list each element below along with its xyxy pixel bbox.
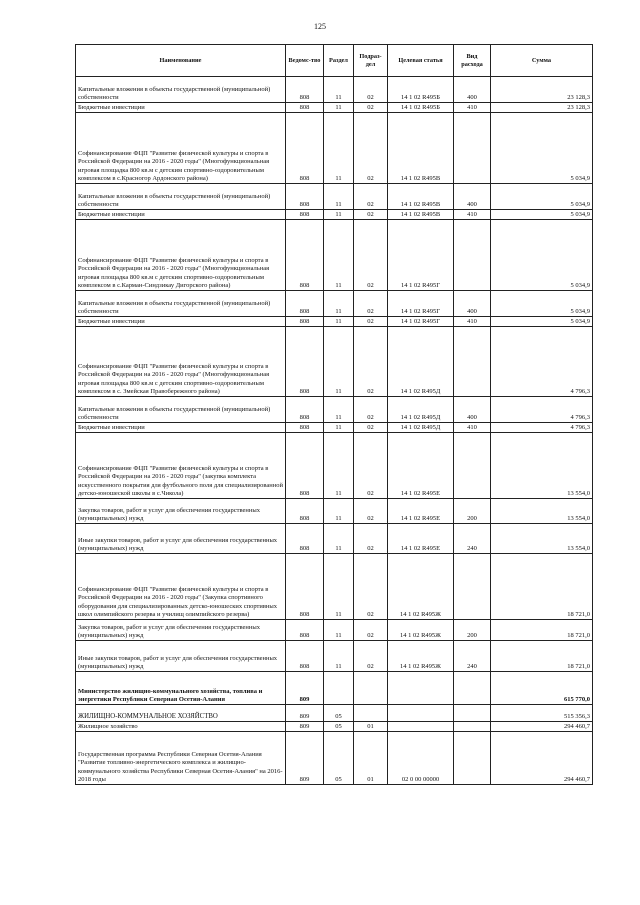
row-name: Капитальные вложения в объекты государственной (муниципальной) собственности	[76, 77, 286, 103]
row-section: 11	[324, 184, 354, 210]
table-row	[76, 524, 593, 554]
row-dept: 808	[286, 103, 324, 113]
row-dept: 808	[286, 620, 324, 641]
row-target: 14 1 02 R495Д	[388, 423, 454, 433]
row-amount: 294 460,7	[491, 732, 593, 785]
row-expense-type	[454, 220, 491, 291]
row-expense-type	[454, 722, 491, 732]
row-dept: 808	[286, 499, 324, 524]
row-section	[324, 672, 354, 705]
row-amount: 5 034,9	[491, 220, 593, 291]
row-target: 14 1 02 R495Ж	[388, 641, 454, 672]
row-amount: 5 034,9	[491, 291, 593, 317]
row-dept: 809	[286, 705, 324, 722]
row-subsection: 02	[354, 499, 388, 524]
row-expense-type: 400	[454, 291, 491, 317]
row-expense-type	[454, 433, 491, 499]
row-amount: 4 796,3	[491, 327, 593, 397]
row-section: 11	[324, 317, 354, 327]
row-amount: 23 128,3	[491, 77, 593, 103]
row-expense-type: 240	[454, 641, 491, 672]
row-section: 05	[324, 722, 354, 732]
row-target: 14 1 02 R495Б	[388, 103, 454, 113]
header-section: Раздел	[324, 45, 354, 77]
row-subsection: 02	[354, 77, 388, 103]
row-amount: 615 770,0	[491, 672, 593, 705]
row-target: 14 1 02 R495Ж	[388, 554, 454, 620]
row-name: Иные закупки товаров, работ и услуг для обеспечения государственных (муниципальных) нужд	[76, 524, 286, 554]
row-expense-type: 410	[454, 210, 491, 220]
row-expense-type: 200	[454, 620, 491, 641]
table-row	[76, 705, 593, 722]
row-amount: 18 721,0	[491, 554, 593, 620]
header-expense-type: Вид расхода	[454, 45, 491, 77]
row-section: 05	[324, 732, 354, 785]
row-section: 11	[324, 499, 354, 524]
row-expense-type: 200	[454, 499, 491, 524]
row-subsection: 02	[354, 554, 388, 620]
row-target: 14 1 02 R495Г	[388, 317, 454, 327]
row-target: 14 1 02 R495Е	[388, 433, 454, 499]
table-row	[76, 113, 593, 184]
row-section: 11	[324, 77, 354, 103]
row-name: Софинансирование ФЦП "Развитие физической культуры и спорта в Российской Федерации на 2016 - 2020 годы" (Многофункциональная игровая площадка 800 кв.м с детским спортивно-оздоровительным комплексом в с. Змейская Правобережного района)	[76, 327, 286, 397]
header-subsection: Подраз-дел	[354, 45, 388, 77]
row-target: 14 1 02 R495Б	[388, 77, 454, 103]
row-target: 14 1 02 R495Г	[388, 291, 454, 317]
row-dept: 808	[286, 184, 324, 210]
row-name: Закупка товаров, работ и услуг для обеспечения государственных (муниципальных) нужд	[76, 620, 286, 641]
row-dept: 808	[286, 210, 324, 220]
row-name: Капитальные вложения в объекты государственной (муниципальной) собственности	[76, 184, 286, 210]
table-row	[76, 103, 593, 113]
row-dept: 808	[286, 317, 324, 327]
row-name: ЖИЛИЩНО-КОММУНАЛЬНОЕ ХОЗЯЙСТВО	[76, 705, 286, 722]
row-name: Бюджетные инвестиции	[76, 210, 286, 220]
row-amount: 13 554,0	[491, 433, 593, 499]
table-row	[76, 317, 593, 327]
row-expense-type	[454, 705, 491, 722]
table-row	[76, 220, 593, 291]
row-subsection: 01	[354, 732, 388, 785]
row-target: 14 1 02 R495Г	[388, 220, 454, 291]
table-header-row	[76, 45, 593, 77]
table-row	[76, 327, 593, 397]
row-name: Софинансирование ФЦП "Развитие физической культуры и спорта в Российской Федерации на 2016 - 2020 годы" (Закупка спортивного оборудования для специализированных детско-юношеских спортивных школ олимпийского резерва и училищ олимпийского резерва)	[76, 554, 286, 620]
row-dept: 808	[286, 291, 324, 317]
row-section: 11	[324, 220, 354, 291]
row-dept: 809	[286, 722, 324, 732]
row-expense-type: 410	[454, 317, 491, 327]
row-name: Бюджетные инвестиции	[76, 423, 286, 433]
row-section: 11	[324, 113, 354, 184]
row-amount: 5 034,9	[491, 113, 593, 184]
row-dept: 808	[286, 327, 324, 397]
row-subsection	[354, 705, 388, 722]
table-row	[76, 672, 593, 705]
row-section: 11	[324, 423, 354, 433]
row-subsection	[354, 672, 388, 705]
row-subsection: 02	[354, 184, 388, 210]
table-row	[76, 184, 593, 210]
row-section: 11	[324, 554, 354, 620]
row-section: 11	[324, 641, 354, 672]
table-row	[76, 210, 593, 220]
row-name: Жилищное хозяйство	[76, 722, 286, 732]
row-subsection: 02	[354, 524, 388, 554]
row-target: 14 1 02 R495В	[388, 184, 454, 210]
header-name: Наименование	[76, 45, 286, 77]
row-section: 11	[324, 103, 354, 113]
row-amount: 4 796,3	[491, 397, 593, 423]
row-expense-type	[454, 732, 491, 785]
row-section: 11	[324, 291, 354, 317]
row-subsection: 02	[354, 113, 388, 184]
table-row	[76, 77, 593, 103]
row-target: 14 1 02 R495Е	[388, 524, 454, 554]
row-dept: 808	[286, 77, 324, 103]
row-amount: 515 356,3	[491, 705, 593, 722]
table-row	[76, 291, 593, 317]
row-dept: 808	[286, 397, 324, 423]
table-row	[76, 554, 593, 620]
row-subsection: 02	[354, 103, 388, 113]
row-amount: 5 034,9	[491, 317, 593, 327]
row-target: 14 1 02 R495Д	[388, 397, 454, 423]
table-row	[76, 732, 593, 785]
row-expense-type: 400	[454, 77, 491, 103]
row-expense-type: 400	[454, 397, 491, 423]
row-name: Бюджетные инвестиции	[76, 317, 286, 327]
header-dept: Ведомс-тво	[286, 45, 324, 77]
row-amount: 13 554,0	[491, 499, 593, 524]
row-subsection: 02	[354, 641, 388, 672]
row-expense-type	[454, 554, 491, 620]
table-row	[76, 397, 593, 423]
row-amount: 5 034,9	[491, 184, 593, 210]
table-row	[76, 423, 593, 433]
row-dept: 809	[286, 732, 324, 785]
row-expense-type	[454, 327, 491, 397]
row-amount: 4 796,3	[491, 423, 593, 433]
row-target: 14 1 02 R495В	[388, 113, 454, 184]
row-section: 11	[324, 327, 354, 397]
row-section: 11	[324, 210, 354, 220]
header-target: Целевая статья	[388, 45, 454, 77]
row-expense-type: 410	[454, 103, 491, 113]
row-name: Министерство жилищно-коммунального хозяйства, топлива и энергетики Республики Северная Осетия-Алания	[76, 672, 286, 705]
row-name: Бюджетные инвестиции	[76, 103, 286, 113]
row-dept: 808	[286, 554, 324, 620]
row-dept: 808	[286, 423, 324, 433]
table-row	[76, 641, 593, 672]
row-section: 11	[324, 397, 354, 423]
row-expense-type: 400	[454, 184, 491, 210]
row-name: Капитальные вложения в объекты государственной (муниципальной) собственности	[76, 397, 286, 423]
row-dept: 809	[286, 672, 324, 705]
row-name: Государственная программа Республики Северная Осетия-Алания "Развитие топливно-энергетического комплекса и жилищно-коммунального хозяйства Республики Северная Осетия-Алания" на 2016-2018 годы	[76, 732, 286, 785]
budget-table	[75, 44, 593, 785]
row-subsection: 02	[354, 423, 388, 433]
row-amount: 18 721,0	[491, 641, 593, 672]
row-amount: 294 460,7	[491, 722, 593, 732]
row-dept: 808	[286, 433, 324, 499]
row-target: 14 1 02 R495Д	[388, 327, 454, 397]
row-target: 14 1 02 R495В	[388, 210, 454, 220]
row-target	[388, 705, 454, 722]
row-target	[388, 722, 454, 732]
row-section: 11	[324, 620, 354, 641]
row-target	[388, 672, 454, 705]
row-expense-type	[454, 672, 491, 705]
table-row	[76, 499, 593, 524]
row-subsection: 02	[354, 327, 388, 397]
row-name: Закупка товаров, работ и услуг для обеспечения государственных (муниципальных) нужд	[76, 499, 286, 524]
row-amount: 5 034,9	[491, 210, 593, 220]
row-subsection: 02	[354, 433, 388, 499]
row-dept: 808	[286, 524, 324, 554]
row-expense-type: 410	[454, 423, 491, 433]
row-subsection: 02	[354, 291, 388, 317]
row-name: Капитальные вложения в объекты государственной (муниципальной) собственности	[76, 291, 286, 317]
row-section: 05	[324, 705, 354, 722]
table-row	[76, 722, 593, 732]
row-dept: 808	[286, 220, 324, 291]
row-expense-type: 240	[454, 524, 491, 554]
table-row	[76, 433, 593, 499]
row-subsection: 02	[354, 620, 388, 641]
row-dept: 808	[286, 113, 324, 184]
row-amount: 23 128,3	[491, 103, 593, 113]
row-name: Софинансирование ФЦП "Развитие физической культуры и спорта в Российской Федерации на 2016 - 2020 годы" (закупка комплекта искусственного покрытия для футбольного поля для специализированной детско-юношеской школы в с.Чикола)	[76, 433, 286, 499]
row-name: Иные закупки товаров, работ и услуг для обеспечения государственных (муниципальных) нужд	[76, 641, 286, 672]
row-subsection: 02	[354, 210, 388, 220]
row-amount: 13 554,0	[491, 524, 593, 554]
row-subsection: 02	[354, 397, 388, 423]
header-amount: Сумма	[491, 45, 593, 77]
row-target: 14 1 02 R495Ж	[388, 620, 454, 641]
table-row	[76, 620, 593, 641]
row-name: Софинансирование ФЦП "Развитие физической культуры и спорта в Российской Федерации на 2016 - 2020 годы" (Многофункциональная игровая площадка 800 кв.м с детским спортивно-оздоровительным комплексом в с.Красногор Ардонского района)	[76, 113, 286, 184]
row-target: 14 1 02 R495Е	[388, 499, 454, 524]
row-subsection: 02	[354, 220, 388, 291]
row-expense-type	[454, 113, 491, 184]
page-number: 125	[314, 22, 326, 31]
row-section: 11	[324, 433, 354, 499]
row-amount: 18 721,0	[491, 620, 593, 641]
row-dept: 808	[286, 641, 324, 672]
row-section: 11	[324, 524, 354, 554]
row-target: 02 0 00 00000	[388, 732, 454, 785]
row-subsection: 02	[354, 317, 388, 327]
row-subsection: 01	[354, 722, 388, 732]
row-name: Софинансирование ФЦП "Развитие физической культуры и спорта в Российской Федерации на 2016 - 2020 годы" (Многофункциональная игровая площадка 800 кв.м с детским спортивно-оздоровительным комплексом в с.Карман-Синдзикау Дигорского района)	[76, 220, 286, 291]
